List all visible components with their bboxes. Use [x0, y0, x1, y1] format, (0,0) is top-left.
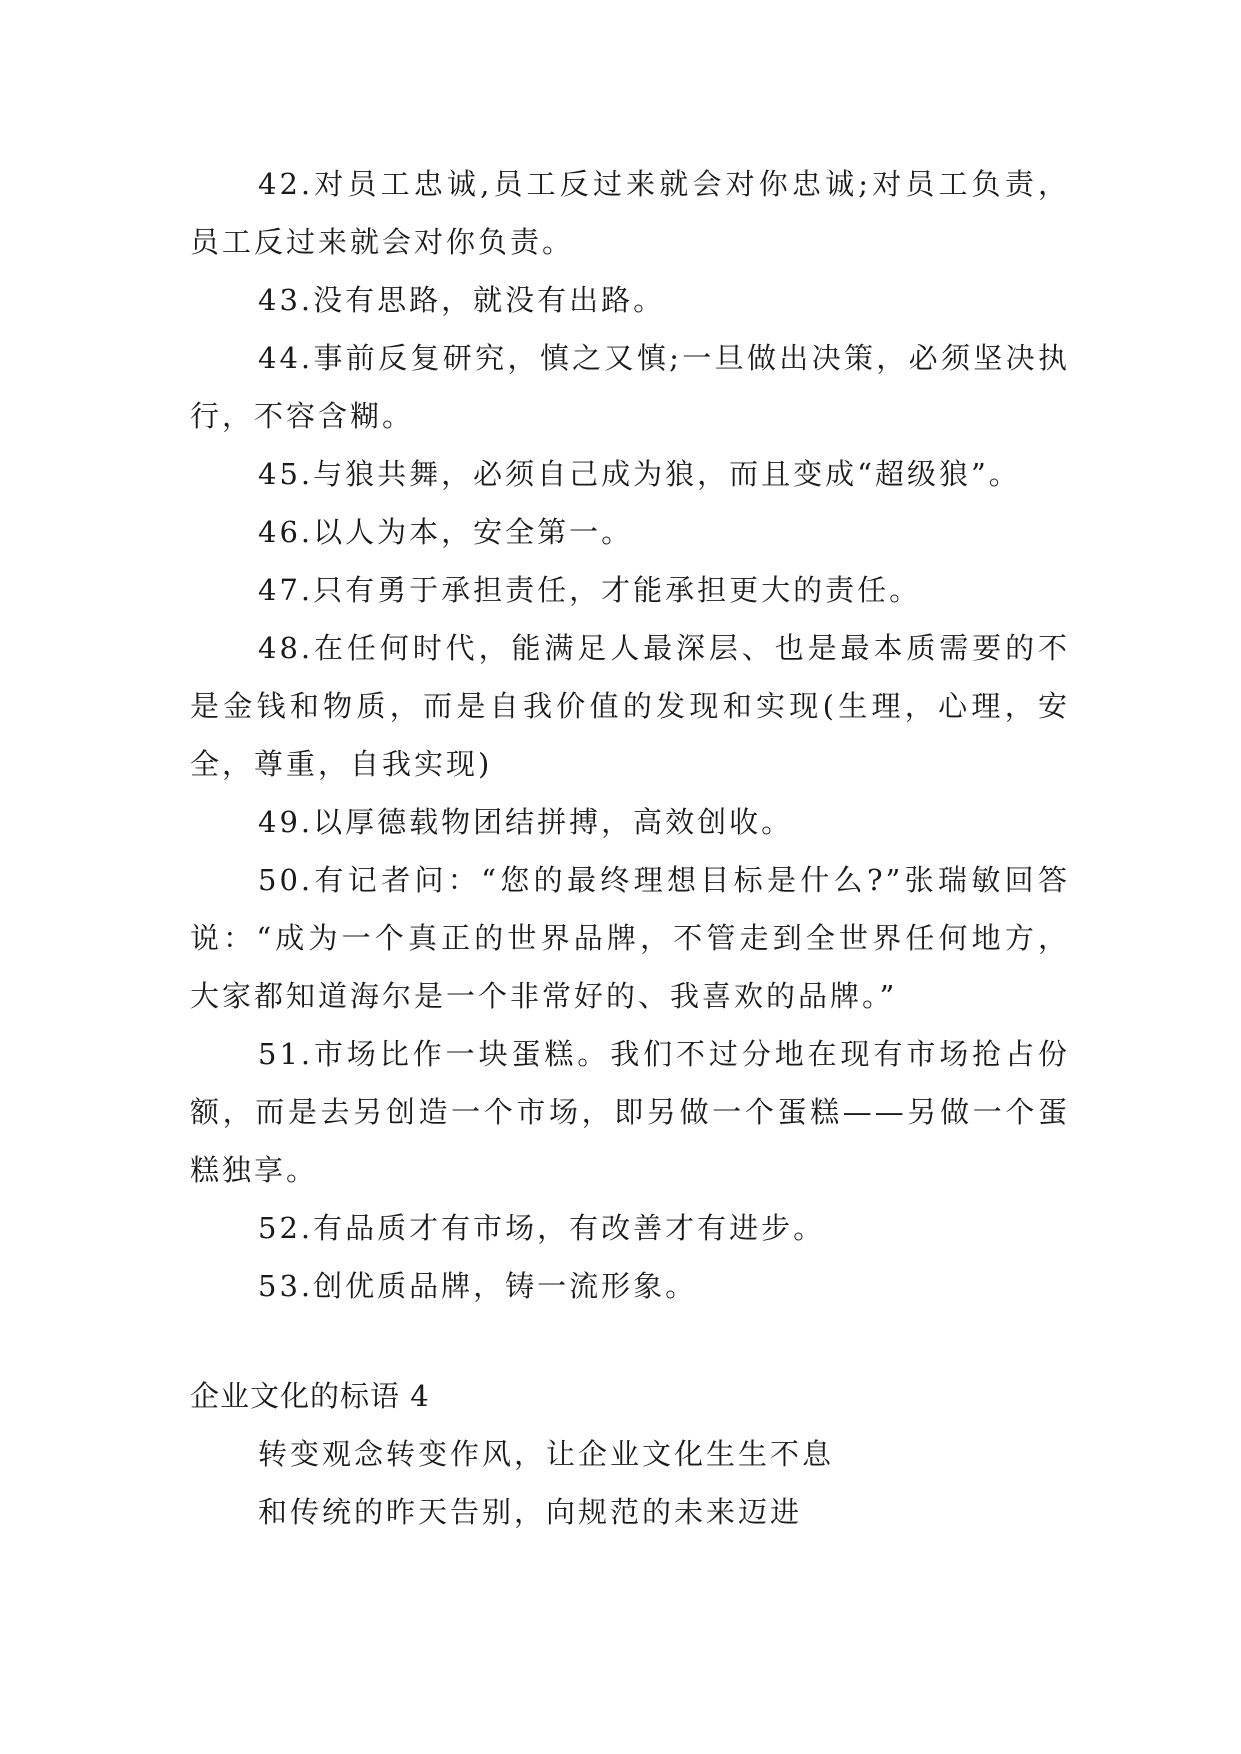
section-spacer — [190, 1315, 1070, 1367]
document-body — [190, 155, 1070, 1541]
item-52: 52.有品质才有市场，有改善才有进步。 — [258, 1211, 826, 1245]
slogan-1: 转变观念转变作风，让企业文化生生不息 — [258, 1437, 835, 1471]
item-53: 53.创优质品牌，铸一流形象。 — [258, 1269, 698, 1303]
item-50: 50.有记者问：“您的最终理想目标是什么?”张瑞敏回答说：“成为一个真正的世界品牌，不管走到全世界任何地方，大家都知道海尔是一个非常好的、我喜欢的品牌。” — [190, 863, 1070, 1013]
item-43: 43.没有思路，就没有出路。 — [258, 283, 666, 317]
item-49: 49.以厚德载物团结拼搏，高效创收。 — [258, 805, 794, 839]
item-44: 44.事前反复研究，慎之又慎;一旦做出决策，必须坚决执行，不容含糊。 — [190, 341, 1070, 433]
item-42: 42.对员工忠诚,员工反过来就会对你忠诚;对员工负责，员工反过来就会对你负责。 — [190, 167, 1070, 259]
item-45: 45.与狼共舞，必须自己成为狼，而且变成“超级狼”。 — [258, 457, 1021, 491]
item-48: 48.在任何时代，能满足人最深层、也是最本质需要的不是金钱和物质，而是自我价值的发现和实现(生理，心理，安全，尊重，自我实现) — [190, 631, 1070, 781]
section-heading: 企业文化的标语 4 — [190, 1379, 430, 1413]
item-51: 51.市场比作一块蛋糕。我们不过分地在现有市场抢占份额，而是去另创造一个市场，即另做一个蛋糕——另做一个蛋糕独享。 — [190, 1037, 1070, 1187]
slogan-2: 和传统的昨天告别，向规范的未来迈进 — [258, 1495, 803, 1529]
item-47: 47.只有勇于承担责任，才能承担更大的责任。 — [258, 573, 922, 607]
item-46: 46.以人为本，安全第一。 — [258, 515, 634, 549]
